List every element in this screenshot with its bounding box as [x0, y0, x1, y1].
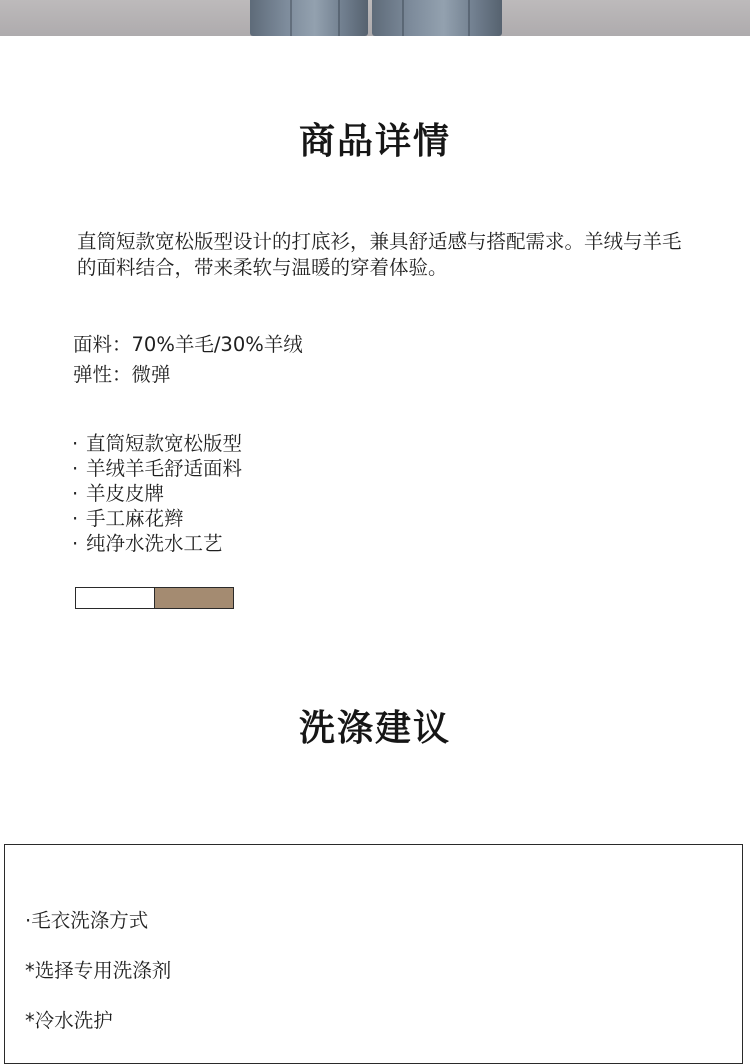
- color-swatch-camel: [155, 587, 234, 609]
- feature-item: [72, 431, 242, 456]
- feature-text: 羊绒羊毛舒适面料: [86, 457, 243, 480]
- feature-item: [72, 531, 242, 556]
- bullet: ·: [72, 457, 79, 480]
- product-description: 直筒短款宽松版型设计的打底衫，兼具舒适感与搭配需求。羊绒与羊毛的面料结合，带来柔软与温暖的穿着体验。: [77, 230, 682, 279]
- color-swatches: [75, 587, 234, 609]
- feature-text: 纯净水洗水工艺: [86, 532, 223, 555]
- jeans-crease: [290, 0, 292, 36]
- jeans-crease: [468, 0, 470, 36]
- color-swatch-white: [75, 587, 155, 609]
- feature-item: [72, 506, 242, 531]
- care-instructions-box: [4, 844, 743, 1064]
- care-item: *冷水洗护: [25, 1009, 113, 1032]
- product-details-title: 商品详情: [298, 121, 451, 162]
- bullet: ·: [72, 507, 79, 530]
- feature-list: [72, 431, 242, 556]
- feature-item: [72, 481, 242, 506]
- jeans-left-leg: [250, 0, 368, 36]
- jeans-crease: [338, 0, 340, 36]
- bullet: ·: [72, 532, 79, 555]
- bullet: ·: [72, 482, 79, 505]
- product-photo-crop: [0, 0, 750, 36]
- jeans-crease: [402, 0, 404, 36]
- feature-text: 手工麻花辫: [86, 507, 184, 530]
- fabric-spec: 面料：70%羊毛/30%羊绒: [73, 333, 303, 356]
- feature-text: 直筒短款宽松版型: [86, 432, 243, 455]
- care-item: *选择专用洗涤剂: [25, 959, 172, 982]
- elasticity-spec: 弹性：微弹: [73, 363, 171, 386]
- washing-advice-title: 洗涤建议: [298, 708, 451, 749]
- care-heading: ·毛衣洗涤方式: [25, 909, 149, 932]
- feature-text: 羊皮皮牌: [86, 482, 165, 505]
- jeans-right-leg: [372, 0, 502, 36]
- bullet: ·: [72, 432, 79, 455]
- feature-item: [72, 456, 242, 481]
